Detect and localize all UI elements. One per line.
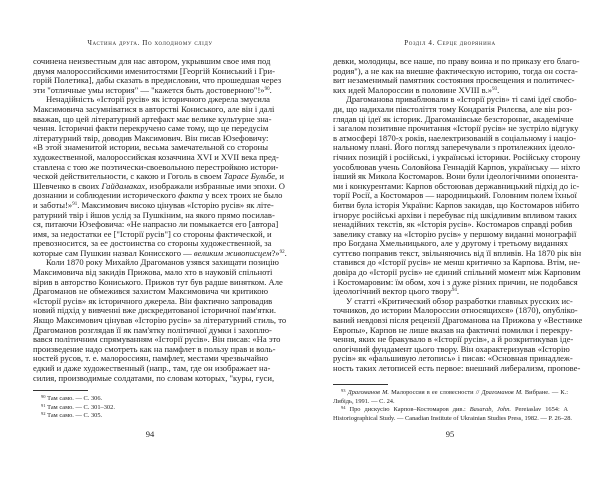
text-run: «Історії русів» як історичного джерела. Він фактично запровадив (33, 295, 273, 306)
text-run: битви була історія України: Карпов закидав, що Костомаров нібито (333, 199, 580, 210)
text-run: глядав ці ідеї як історик. Драгоманівське безстороннє, академічне (333, 113, 574, 124)
text-run: і Костомаровим: їм обом, хоч і з дуже різних причин, не подобався (333, 276, 578, 287)
page-number: 94 (145, 429, 155, 439)
body-text (333, 56, 583, 374)
text-run: Якщо Максимович цінував «Історію русів» за літературний стиль, то (33, 315, 287, 326)
text-run: эти "отличные умы история" — "кажется быть достоверною"!» (33, 84, 265, 95)
italic-run: Basarab, John. (469, 406, 511, 414)
text-run: ненадійних текстів, як «Історія русів». Костомаров справді робив (333, 219, 573, 230)
text-run: Коли 1870 року Михайло Драгоманов узявся захищати позицію (46, 257, 279, 268)
text-run: силия, производимые солдатами, по словам которых, "куры, гуси, (33, 372, 275, 383)
text-run: суттєво поправив текст, звільняючись від її впливів. На 1870 рік він (333, 247, 582, 258)
footnote-line (333, 389, 568, 398)
text-run: сочинена неизвестным для нас автором, укрывшим свое имя под (33, 56, 271, 66)
footnote-ref: 92 (279, 249, 285, 255)
text-run: ?» (271, 247, 280, 258)
footnote-line (333, 398, 568, 407)
text-run: Максимовича засумніватися в авторстві Кониського, але він і далі (33, 103, 275, 114)
text-run: і загалом позитивне прочитання «Історії русів» не зустріло відгуку (333, 123, 579, 134)
text-run: русів» як «фальшивую летопись» і писав: «Основная принадлеж- (333, 353, 573, 364)
text-run: Там само. — С. 305. (45, 412, 103, 420)
text-run: вважав, що цей літературний артефакт має велике культурне зна- (33, 113, 272, 124)
text-run: ігнорує російські архіви і перебуває під шкідливим впливом таких (333, 209, 577, 220)
text-run: ставився до «Історії русів» не менш критично за Карпова. Втім, не- (333, 257, 581, 268)
text-run: Ненадійність «Історії русів» як історичного джерела змусила (46, 94, 270, 105)
text-run: едкий и даже художественный (напр., там, где он изображает на- (33, 363, 271, 373)
running-head: Частина друга. По холодному сліду (87, 39, 213, 47)
footnotes (333, 388, 573, 423)
text-run: ся, питаючи Юзефовича: «Не напрасно ли помыкается его [автора] (33, 219, 279, 230)
text-run: чення, яких не бракувало в «Історії русів», а й розкритикував іде- (333, 334, 574, 345)
text-run: довіра до «Історії русів» не єдиний спільний момент між Карповим (333, 267, 581, 278)
text-run: художественной, малороссийская козаччина XVI и XVII века пред- (33, 151, 279, 162)
text-run: ких идей Малороссии в половине XVIII в.» (333, 84, 493, 95)
text-run: ваний невдовзі після рецензії Драгоманова на Прижова у «Вестнике (333, 315, 583, 326)
footnote-line (333, 414, 573, 424)
text-run: Вибране. — К.: (522, 389, 568, 396)
text-run: имя, за недостатки ее ["Історії русів"] со стороны фактической, и (33, 228, 272, 239)
footnote-ref: 91 (41, 402, 46, 408)
text-run: ідеологічний вектор цього твору (333, 286, 452, 297)
footnote-line (33, 404, 268, 413)
text-run: девки, молодицы, все наше, по праву воина и по приказу его благо- (333, 56, 580, 66)
footnote-ref: 94 (341, 405, 346, 411)
text-run: вірив в авторство Кониського. Прижов тут був радше винятком. Але (33, 276, 283, 287)
footnote-rule (33, 390, 88, 391)
footnote-ref: 91 (72, 201, 78, 207)
text-run: в атмосфері 1870-х років, наелектризованій в соціальному і націо- (333, 132, 577, 143)
footnote-ref: 90 (41, 394, 46, 399)
text-run: завелику ставку на «Історію русів» у першому виданні монографії (333, 228, 577, 239)
text-run: горій Полетика], дабы сказать в предисловии, что прошедшая через (33, 75, 282, 86)
text-run: «В этой знаменитой истории, весьма замечательной со стороны (33, 142, 268, 153)
text-run: Шевченко в своих (33, 180, 102, 191)
text-run: Максимовича від закидів Прижова, мало хто в науковій спільноті (33, 267, 273, 278)
text-run: Там само. — С. 306. (45, 395, 103, 402)
text-run: У статті «Критический обзор разработки главных русских ис- (346, 295, 573, 306)
text-run: Драгоманов не обмежився захистом Максимовича чи критикою (33, 286, 268, 297)
text-run: ностей русов, т. е. малороссиян, памфлет, местами чрезвычайно (33, 353, 268, 364)
text-run: точников, до истории Малороссии относящихся» (1870), опубліко- (333, 305, 578, 316)
text-run: Европы», Карпов не лише вказав на фактичні помилки і перекру- (333, 324, 573, 335)
text-run: превозносится, за ее достоинства со стороны художественной, за (33, 238, 272, 249)
text-run: ратурний твір і йшов услід за Пушкіним, на якого прямо посилав- (33, 209, 275, 220)
text-run: Там само. — С. 301–302. (45, 403, 115, 411)
text-run: , изображали избранные ими эпохи. О (145, 180, 285, 191)
text-run: ность таких летописей есть первое: внешний либерализм, пропове- (333, 363, 581, 373)
text-run: вит незаменимый памятник состояния просвещения и политичес- (333, 75, 575, 86)
text-line (333, 363, 581, 374)
footnote-ref: 92 (41, 411, 46, 417)
footnote-line (33, 412, 268, 421)
text-run: двумя малороссийскими именитостями [Георгій Кониський і Гри- (33, 65, 275, 76)
text-run: Либідь, 1991. — С. 24. (333, 397, 395, 405)
footnote-line (33, 395, 268, 404)
text-run: Малороссия в ее словесности // (389, 389, 482, 396)
italic-run: Тарасе Бульбе (223, 171, 276, 182)
text-run: уособлював учень Соловйова Геннадій Карпов, українську — ніхто (333, 161, 581, 172)
footnote-line (333, 406, 568, 415)
italic-run: факта (178, 190, 203, 201)
footnote-ref: 94 (451, 288, 457, 294)
text-run: гічних позицій і російські, і українські історики. Російську сторону (333, 151, 581, 162)
text-run: вався політичним спрямуванням «Історії русів». Він писав: «На это (33, 334, 281, 345)
text-run: новий підхід у вивченні вже дискредитованої історичної пам'ятки. (33, 305, 277, 316)
text-run: ческой действительности, с какою и Гоголь в своем (33, 171, 224, 182)
text-run: дознании и соблюдении исторического (33, 190, 179, 201)
text-run: , и (275, 171, 284, 182)
footnote-ref: 93 (492, 86, 498, 92)
footnote-rule (333, 384, 388, 385)
italic-run: Гайдамаках (101, 180, 146, 191)
text-run: Драгоманова приваблювали в «Історії русів» ті самі ідеї свобо- (346, 94, 577, 105)
running-head: Розділ 4. Серце дворянина (404, 39, 496, 47)
text-run: ми і конкурентами: Карпов обстоював державницький підхід до іс- (333, 180, 580, 191)
text-run: которые сам Пушкин назвал Конисского — (33, 247, 194, 258)
text-run: . (284, 247, 287, 258)
text-run: нальному плані. Його погляд заперечували з протилежних ідеоло- (333, 142, 576, 153)
text-run: произведение надо смотреть как на памфлет в пользу прав и воль- (33, 343, 276, 354)
body-text (33, 56, 287, 383)
text-run: ставлена с тою же поэтически-своевольною перестройкою истори- (33, 161, 279, 172)
text-run: у всех троих не было (202, 190, 283, 201)
text-run: Pereiaslav 1654: A (511, 406, 568, 414)
text-run: торії Росії, а Костомаров — народницький. Головним полем їхньої (333, 190, 577, 201)
text-run: інший як Микола Костомаров. Вони були ідеологічними опонента- (333, 171, 579, 182)
text-run: Драгоманов розглядав її як пам'ятку політичної думки і захоплю- (33, 324, 272, 335)
text-line (33, 372, 275, 384)
text-run: родия"), а не как на внешне фактическую историю, тогда он соста- (333, 65, 578, 76)
text-run: . (497, 84, 500, 95)
text-run: . (269, 84, 272, 95)
right-page (300, 0, 600, 481)
text-run: про Богдана Хмельницького, але у другому і третьому виданнях (333, 238, 568, 249)
text-run: и заботы!» (33, 199, 73, 210)
italic-run: Драгоманов М. (481, 389, 523, 396)
page-number: 95 (445, 429, 455, 439)
text-run: Про дискусію Карпов–Костомаров див.: (345, 406, 470, 414)
footnote-ref: 90 (264, 86, 270, 92)
text-run: чення. Історичні факти перекручено саме тому, що це передусім (33, 123, 269, 134)
text-run: Historiographical Study. — Canadian Institute of Ukrainian Studies Press, 1982. — P. 26–28. (333, 414, 573, 422)
text-run: . Максимович високо цінував «Історію русів» як літе- (77, 199, 274, 210)
footnotes (33, 395, 268, 421)
italic-run: Драгоманов М. (347, 389, 389, 396)
text-run: ологічний фундамент цього твору. Він охарактеризував «Історію (333, 343, 570, 354)
italic-run: великим живописцем (193, 247, 272, 258)
text-run: ди, що надихали півстоліття тому Кондратія Рилєєва, але він роз- (333, 103, 573, 114)
text-run: . (456, 286, 460, 297)
text-run: літературний твір, доводив Максимович. Він писав Юзефовичу: (33, 132, 269, 143)
footnote-ref: 93 (341, 388, 346, 393)
